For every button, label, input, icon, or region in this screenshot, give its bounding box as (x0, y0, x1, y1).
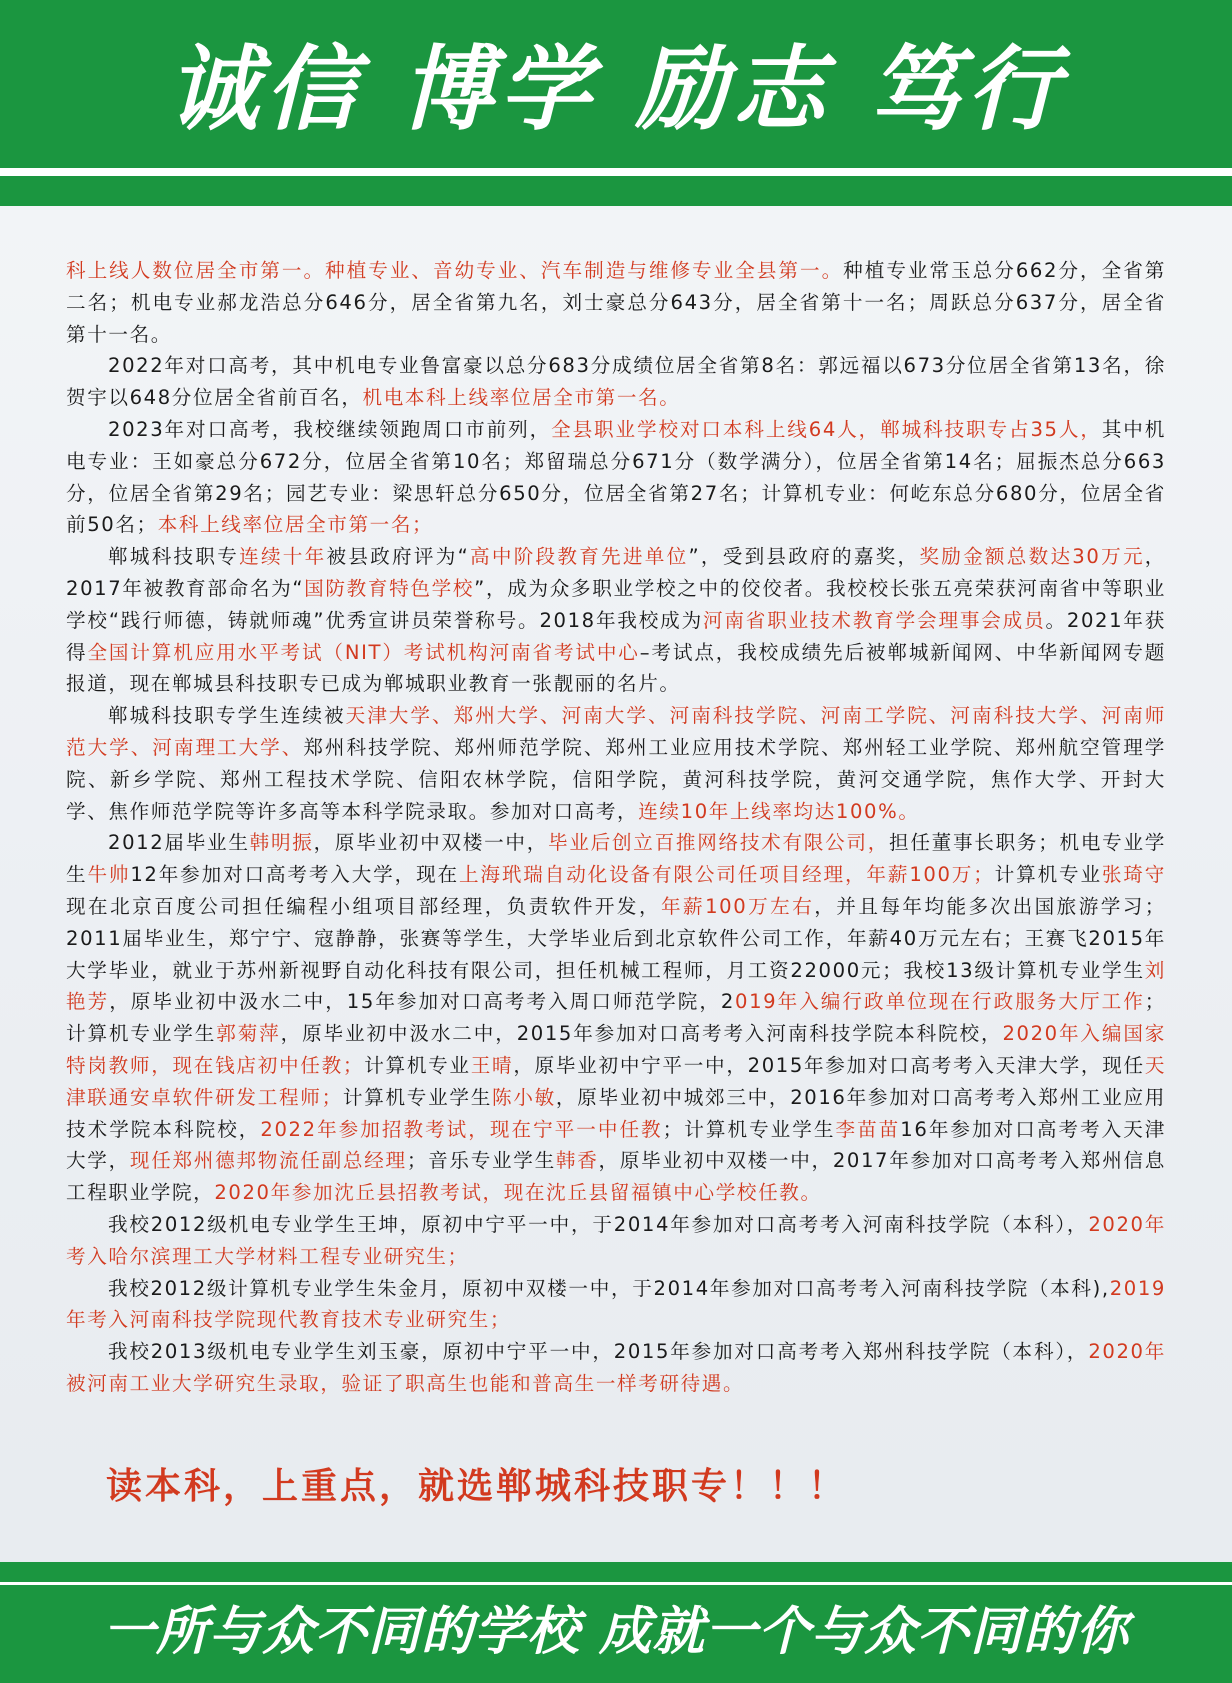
highlight-text: 张琦守 (1101, 863, 1166, 887)
highlight-text: 连续10年上线率均达100%。 (638, 799, 920, 823)
highlight-text: 年薪100万左右 (661, 894, 815, 918)
highlight-text: 本科上线率位居全市第一名； (157, 513, 434, 537)
highlight-text: 天津大学、郑州大学、河南大学、河南科技学院、河南工学院、河南科技大学、河南师范大学、河南理工大学、 (66, 704, 1166, 759)
highlight-text: 国防教育特色学校 (304, 576, 475, 600)
body-text: ；计算机专业学生 (662, 1117, 836, 1141)
highlight-text: 全县职业学校对口本科上线64人，郸城科技职专占35人， (551, 417, 1102, 441)
body-text: 2023年对口高考，我校继续领跑周口市前列， (108, 417, 552, 441)
highlight-text: 2020年被河南工业大学研究生录取，验证了职高生也能和普高生一样考研待遇。 (66, 1340, 1167, 1395)
body-text: 计算机专业 (994, 863, 1102, 887)
highlight-text: 2020年入编国家特岗教师，现在钱店初中任教； (66, 1022, 1167, 1077)
body-text: ；音乐专业学生 (406, 1149, 556, 1173)
body-text: ”，受到县政府的嘉奖， (688, 545, 920, 569)
article-paragraph (66, 1336, 1166, 1400)
highlight-text: 2020年考入哈尔滨理工大学材料工程专业研究生； (66, 1212, 1167, 1268)
body-text: 被县政府评为“ (326, 545, 470, 569)
body-text: 计算机专业 (364, 1053, 471, 1077)
article-body (66, 255, 1166, 1400)
header-band (0, 176, 1232, 206)
body-text: 16年参加对口高考考入天津大学， (66, 1117, 1167, 1173)
body-text: 我校2012级计算机专业学生朱金月，原初中双楼一中，于2014年参加对口高考考入河南科技学院（本科), (108, 1276, 1110, 1300)
highlight-text: 2022年参加招教考试，现在宁平一中任教 (260, 1117, 663, 1141)
body-text: 郸城科技职专学生连续被 (108, 704, 346, 728)
highlight-text: 李苗苗 (835, 1117, 901, 1141)
closing-slogan: 读本科，上重点，就选郸城科技职专！！！ (106, 1466, 848, 1507)
body-text: 我校2012级机电专业学生王坤，原初中宁平一中，于2014年参加对口高考考入河南科技学院（本科）， (108, 1212, 1089, 1236)
footer-divider (0, 1582, 1232, 1585)
body-text: ”，成为众多职业学校之中的佼佼者。我校校长张五亮荣获河南省中等职业学校“践行师德，铸就师魂”优秀宣讲员荣誉称号。2018年我校成为 (66, 576, 1166, 632)
highlight-text: 河南省职业技术教育学会理事会成员 (702, 608, 1046, 632)
highlight-text: 019年入编行政单位现在行政服务大厅工作 (735, 990, 1145, 1014)
article-paragraph (66, 414, 1166, 541)
body-text: 。2021年获得 (66, 608, 1166, 664)
body-text: 种植专业常玉总分662分，全省第二名；机电专业郝龙浩总分646分，居全省第九名，刘士豪总分643分，居全省第十一名；周跃总分637分，居全省第十一名。 (66, 259, 1166, 346)
highlight-text: 韩香 (555, 1149, 599, 1173)
highlight-text: 2019年考入河南科技学院现代教育技术专业研究生； (66, 1276, 1166, 1332)
body-text: 郑州科技学院、郑州师范学院、郑州工业应用技术学院、郑州轻工业学院、郑州航空管理学院、新乡学院、郑州工程技术学院、信阳农林学院，信阳学院，黄河科技学院，黄河交通学院，焦作大学、开封大学、焦作师范学院等许多高等本科学院录取。参加对口高考， (66, 735, 1166, 823)
highlight-text: 高中阶段教育先进单位 (469, 545, 689, 569)
body-text: 其中机电专业：王如豪总分672分，位居全省第10名；郑留瑞总分671分（数学满分），位居全省第14名；屈振杰总分663分，位居全省第29名；园艺专业：梁思轩总分650分，位居全省第27名；计算机专业：何屹东总分680分，位居全省前50名； (66, 417, 1166, 537)
body-text: 我校2013级机电专业学生刘玉豪，原初中宁平一中，2015年参加对口高考考入郑州科技学院（本科）， (108, 1340, 1089, 1364)
body-text: ；计算机专业学生 (66, 990, 1166, 1046)
body-text: 2012届毕业生 (108, 831, 250, 855)
school-motto: 诚信 博学 励志 笃行 (166, 35, 1066, 143)
body-text: 计算机专业学生 (342, 1085, 493, 1109)
article-paragraph (66, 1273, 1166, 1337)
body-text: 郸城科技职专 (108, 545, 240, 569)
body-text: ，原毕业初中城郊三中，2016年参加对口高考考入郑州工业应用技术学院本科院校， (66, 1085, 1166, 1141)
header-divider (0, 168, 1232, 176)
highlight-text: 现任郑州德邦物流任副总经理 (129, 1149, 407, 1173)
article-paragraph (66, 1209, 1166, 1273)
article-paragraph (66, 350, 1166, 414)
highlight-text: 2020年参加沈丘县招教考试，现在沈丘县留福镇中心学校任教。 (214, 1181, 822, 1205)
article-paragraph (66, 700, 1166, 827)
body-text: 2022年对口高考，其中机电专业鲁富豪以总分683分成绩位居全省第8名：郭远福以673分位居全省第13名，徐贺宇以648分位居全省前百名， (66, 354, 1166, 410)
highlight-text: 上海玳瑞自动化设备有限公司任项目经理，年薪100万； (458, 863, 995, 887)
body-text: ，原毕业初中汲水二中，15年参加对口高考考入周口师范学院，2 (109, 990, 735, 1014)
body-text: 担任董事长职务；机电专业学生 (66, 831, 1166, 887)
footer-slogan: 一所与众不同的学校 成就一个与众不同的你 (102, 1601, 1130, 1662)
body-text: 现在北京百度公司担任编程小组项目部经理，负责软件开发， (66, 894, 662, 918)
highlight-text: 王晴 (470, 1053, 514, 1077)
article-paragraph (66, 827, 1166, 1209)
body-text: ，并且每年均能多次出国旅游学习；2011届毕业生，郑宁宁、寇静静，张赛等学生，大学毕业后到北京软件公司工作，年薪40万元左右；王赛飞2015年大学毕业，就业于苏州新视野自动化科技有限公司，担任机械工程师，月工资22000元；我校13级计算机专业学生 (66, 894, 1167, 982)
highlight-text: 连续十年 (239, 545, 327, 569)
body-text: –考试点，我校成绩先后被郸城新闻网、中华新闻网专题报道，现在郸城县科技职专已成为郸城职业教育一张靓丽的名片。 (66, 640, 1166, 696)
body-text: ，2017年被教育部命名为“ (66, 545, 1166, 600)
article-paragraph (66, 255, 1166, 350)
body-text: ，原毕业初中双楼一中，2017年参加对口高考考入郑州信息工程职业学院， (66, 1149, 1166, 1205)
highlight-text: 刘艳芳 (66, 958, 1166, 1014)
article-paragraph (66, 541, 1166, 700)
highlight-text: 韩明振 (249, 831, 314, 855)
highlight-text: 牛帅 (87, 863, 131, 887)
body-text: ，原毕业初中汲水二中，2015年参加对口高考考入河南科技学院本科院校， (280, 1022, 1003, 1046)
body-text: ，原毕业初中宁平一中，2015年参加对口高考考入天津大学，现任 (513, 1053, 1145, 1077)
body-text: ，原毕业初中双楼一中， (313, 831, 549, 855)
header-banner (0, 0, 1232, 168)
highlight-text: 奖励金额总数达30万元 (919, 545, 1145, 569)
highlight-text: 郭菊萍 (216, 1022, 281, 1046)
highlight-text: 全国计算机应用水平考试（NIT）考试机构河南省考试中心 (87, 640, 640, 664)
body-text: 12年参加对口高考考入大学，现在 (130, 863, 459, 887)
highlight-text: 机电本科上线率位居全市第一名。 (362, 386, 681, 410)
highlight-text: 天津联通安卓软件研发工程师； (66, 1053, 1167, 1109)
highlight-text: 科上线人数位居全市第一。种植专业、音幼专业、汽车制造与维修专业全县第一。 (66, 259, 844, 282)
highlight-text: 陈小敏 (492, 1085, 556, 1109)
highlight-text: 毕业后创立百推网络技术有限公司， (548, 831, 890, 855)
